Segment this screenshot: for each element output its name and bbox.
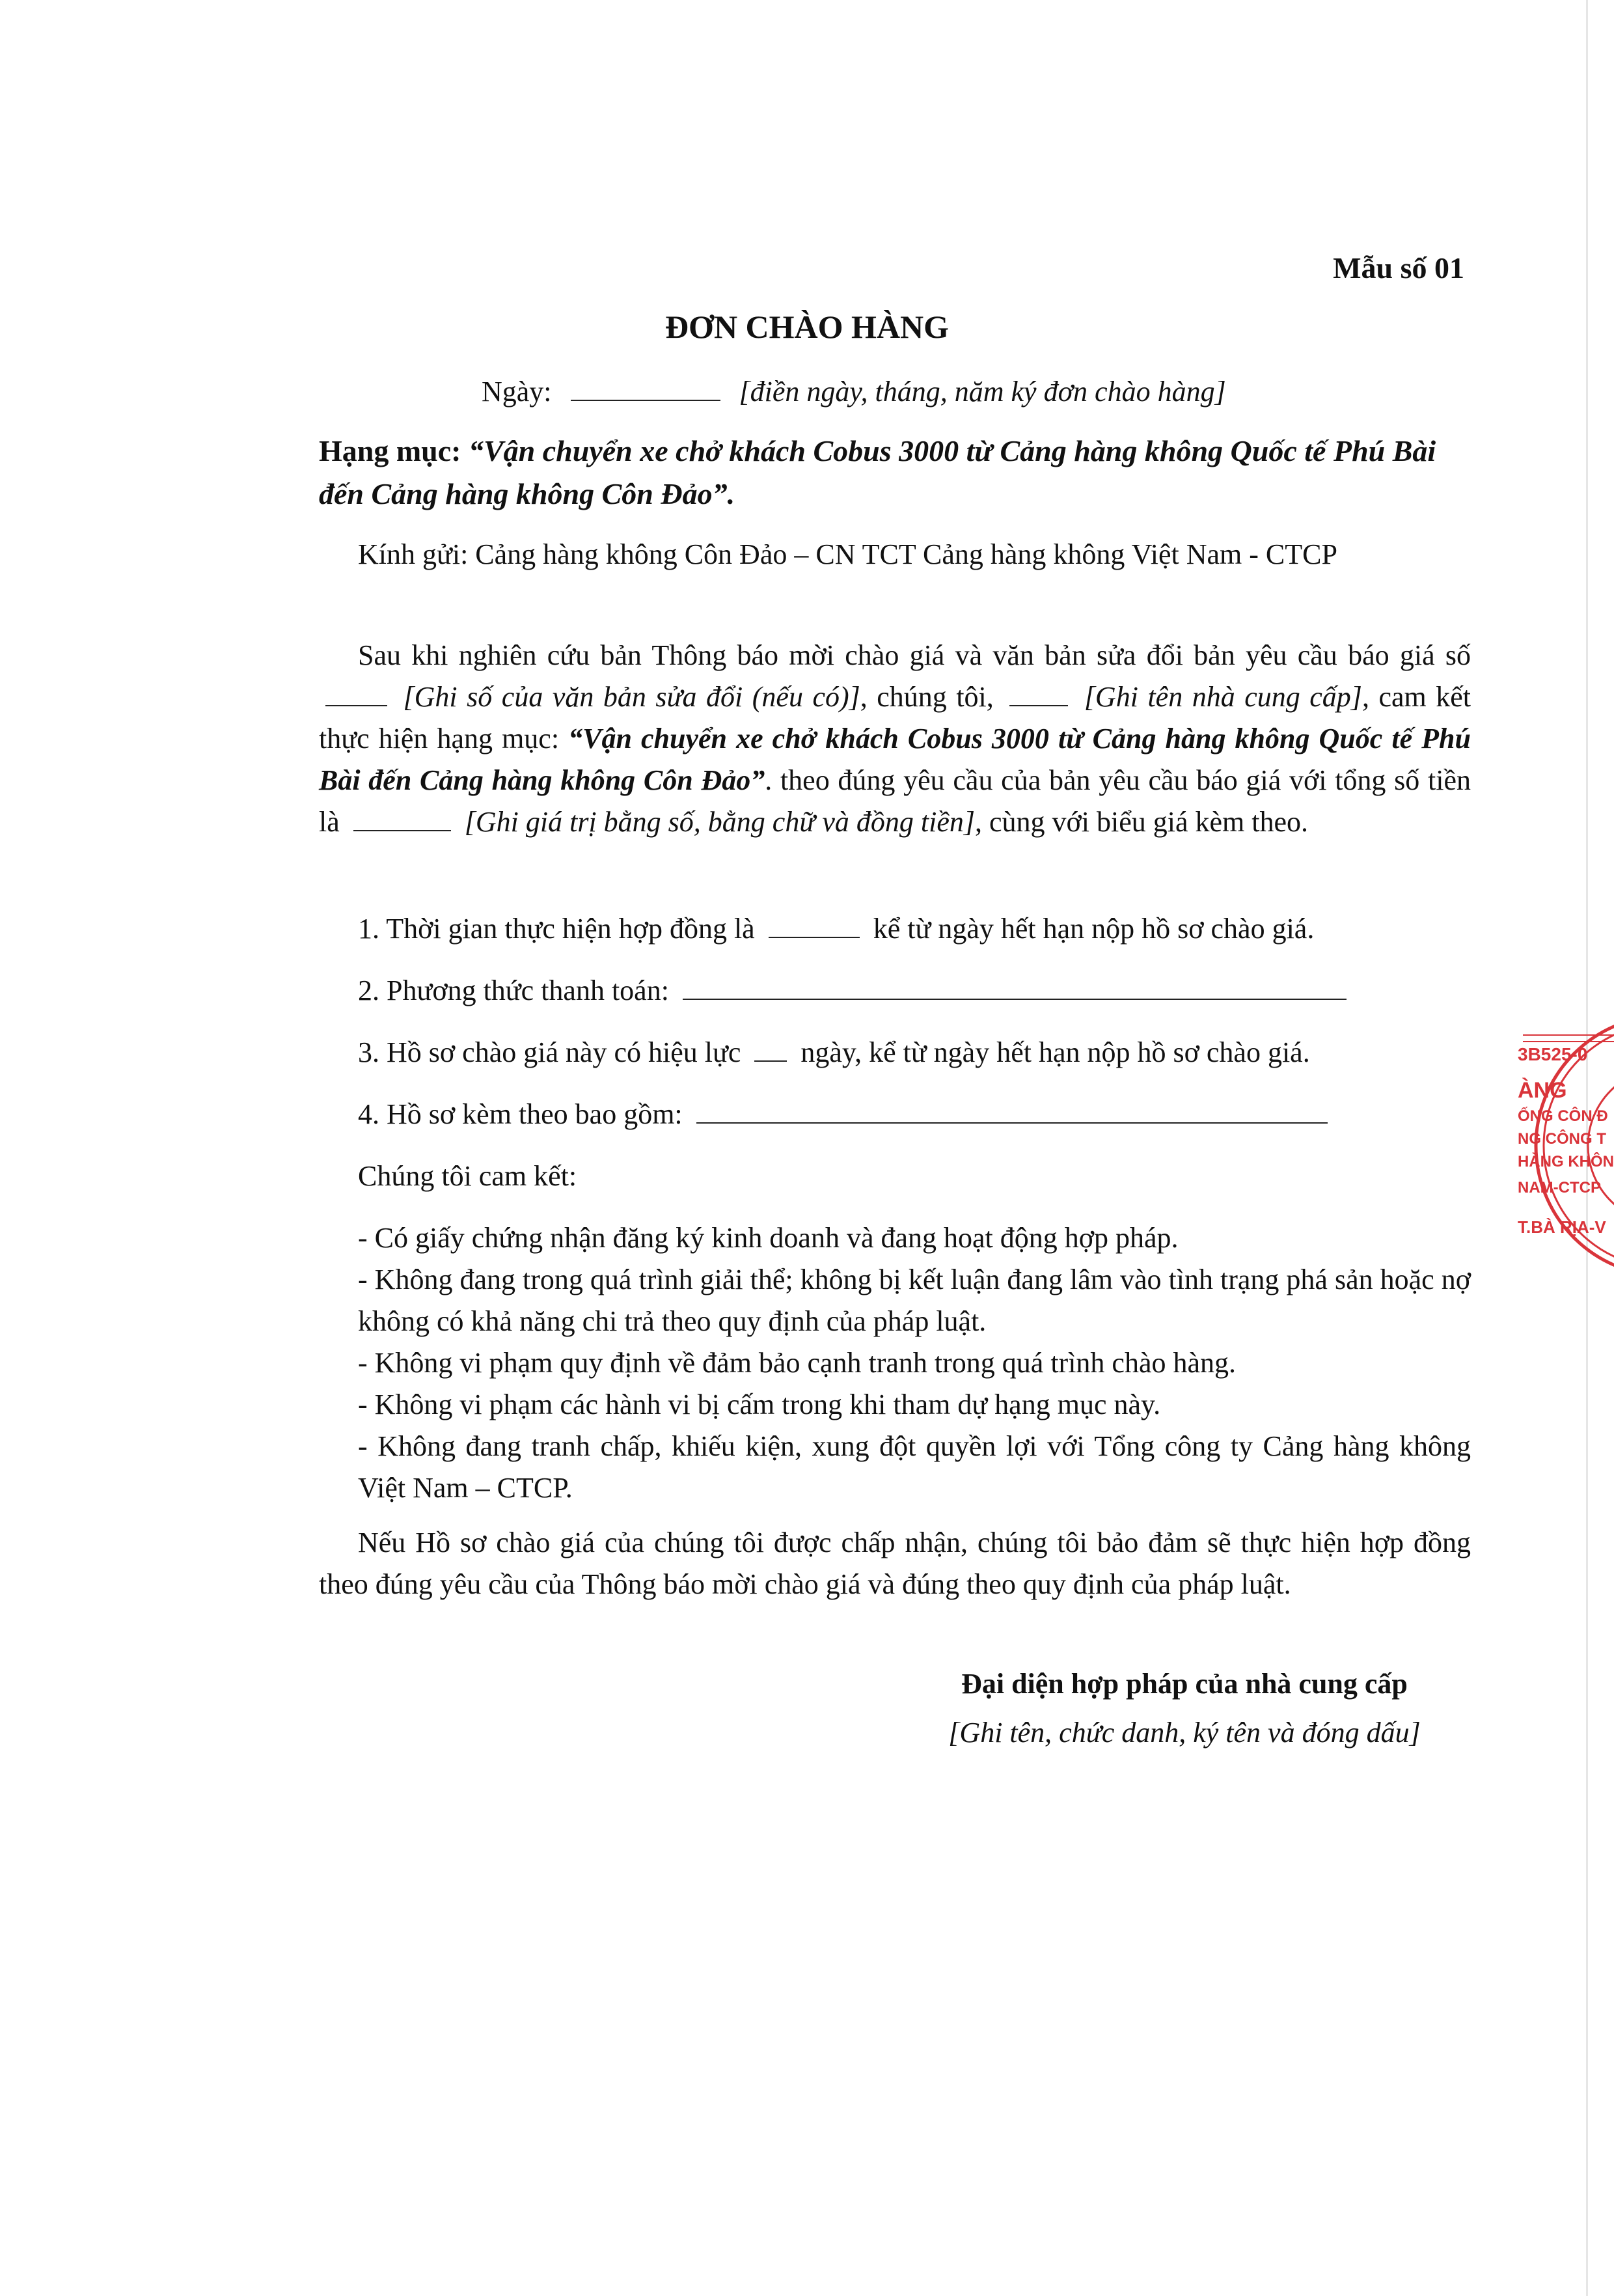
amount-blank[interactable] bbox=[353, 801, 451, 831]
commitments-heading: Chúng tôi cam kết: bbox=[358, 1160, 577, 1192]
commitment-item: - Không đang tranh chấp, khiếu kiện, xung đột quyền lợi với Tổng công ty Cảng hàng không Việt Nam – CTCP. bbox=[358, 1430, 1471, 1504]
intro-paragraph bbox=[319, 635, 1471, 843]
commitment-item: - Không đang trong quá trình giải thể; không bị kết luận đang lâm vào tình trạng phá sản hoặc nợ không có khả năng chi trả theo quy định của pháp luật. bbox=[358, 1264, 1471, 1337]
duration-blank[interactable] bbox=[769, 908, 860, 938]
validity-blank[interactable] bbox=[754, 1032, 787, 1062]
seal-text: ỐNG CÔN Đ bbox=[1518, 1107, 1608, 1125]
date-hint: [điền ngày, tháng, năm ký đơn chào hàng] bbox=[739, 376, 1226, 408]
intro-item-name: “Vận chuyển xe chở khách Cobus 3000 từ Cảng hàng không Quốc tế Phú Bài đến Cảng hàng không Côn Đảo” bbox=[319, 723, 1471, 796]
commitments-list bbox=[358, 1217, 1471, 1509]
closing-paragraph: Nếu Hồ sơ chào giá của chúng tôi được chấp nhận, chúng tôi bảo đảm sẽ thực hiện hợp đồng theo đúng yêu cầu của Thông báo mời chào giá và đúng theo quy định của pháp luật. bbox=[319, 1527, 1471, 1600]
clause-1: 1. Thời gian thực hiện hợp đồng là kể từ ngày hết hạn nộp hồ sơ chào giá. bbox=[358, 908, 1477, 950]
company-seal bbox=[1510, 1009, 1614, 1282]
seal-text: NAM-CTCP bbox=[1518, 1179, 1601, 1196]
signature-hint: [Ghi tên, chức danh, ký tên và đóng dấu] bbox=[948, 1717, 1421, 1749]
form-number: Mẫu số 01 bbox=[1333, 251, 1464, 284]
clause-2: 2. Phương thức thanh toán: bbox=[358, 970, 1477, 1012]
supplier-blank[interactable] bbox=[1009, 676, 1068, 706]
date-label: Ngày: bbox=[482, 376, 552, 408]
doc-number-hint: [Ghi số của văn bản sửa đổi (nếu có)] bbox=[403, 681, 860, 713]
intro-text-3: , cam kết thực hiện hạng mục: bbox=[319, 681, 1471, 754]
commitment-item: - Không vi phạm quy định về đảm bảo cạnh tranh trong quá trình chào hàng. bbox=[358, 1347, 1237, 1379]
item-name: “Vận chuyển xe chở khách Cobus 3000 từ Cảng hàng không Quốc tế Phú Bài đến Cảng hàng không Côn Đảo”. bbox=[319, 434, 1436, 510]
supplier-hint: [Ghi tên nhà cung cấp] bbox=[1084, 681, 1362, 713]
date-line bbox=[482, 371, 1226, 413]
item-heading bbox=[319, 430, 1471, 516]
seal-text: NG CÔNG T bbox=[1518, 1130, 1606, 1148]
recipient-paragraph: Kính gửi: Cảng hàng không Côn Đảo – CN TCT Cảng hàng không Việt Nam - CTCP bbox=[358, 538, 1337, 570]
intro-text-5: , cùng với biểu giá kèm theo. bbox=[974, 806, 1309, 838]
payment-method-blank[interactable] bbox=[683, 970, 1347, 1000]
amount-hint: [Ghi giá trị bằng số, bằng chữ và đồng tiền] bbox=[464, 806, 975, 838]
signature-title: Đại diện hợp pháp của nhà cung cấp bbox=[961, 1668, 1408, 1700]
seal-text: T.BÀ RỊA-V bbox=[1518, 1217, 1606, 1237]
item-label: Hạng mục: bbox=[319, 434, 461, 467]
clause-4: 4. Hồ sơ kèm theo bao gồm: bbox=[358, 1094, 1477, 1135]
clause-3: 3. Hồ sơ chào giá này có hiệu lực ngày, kể từ ngày hết hạn nộp hồ sơ chào giá. bbox=[358, 1032, 1477, 1073]
commitment-item: - Có giấy chứng nhận đăng ký kinh doanh và đang hoạt động hợp pháp. bbox=[358, 1222, 1179, 1254]
seal-text: 3B525-0 bbox=[1518, 1044, 1588, 1064]
intro-text-4: . theo đúng yêu cầu của bản yêu cầu báo giá với tổng số tiền là bbox=[319, 764, 1471, 838]
doc-number-blank[interactable] bbox=[325, 676, 387, 706]
seal-text: ÀNG bbox=[1518, 1078, 1567, 1103]
intro-text-2: , chúng tôi, bbox=[860, 681, 994, 713]
seal-text: HÀNG KHÔN bbox=[1518, 1153, 1614, 1170]
commitment-item: - Không vi phạm các hành vi bị cấm trong khi tham dự hạng mục này. bbox=[358, 1389, 1161, 1420]
date-blank[interactable] bbox=[571, 371, 720, 401]
document-title: ĐƠN CHÀO HÀNG bbox=[664, 309, 950, 345]
attachments-blank[interactable] bbox=[696, 1094, 1328, 1124]
intro-text-1: Sau khi nghiên cứu bản Thông báo mời chào giá và văn bản sửa đổi bản yêu cầu báo giá số bbox=[358, 639, 1471, 671]
